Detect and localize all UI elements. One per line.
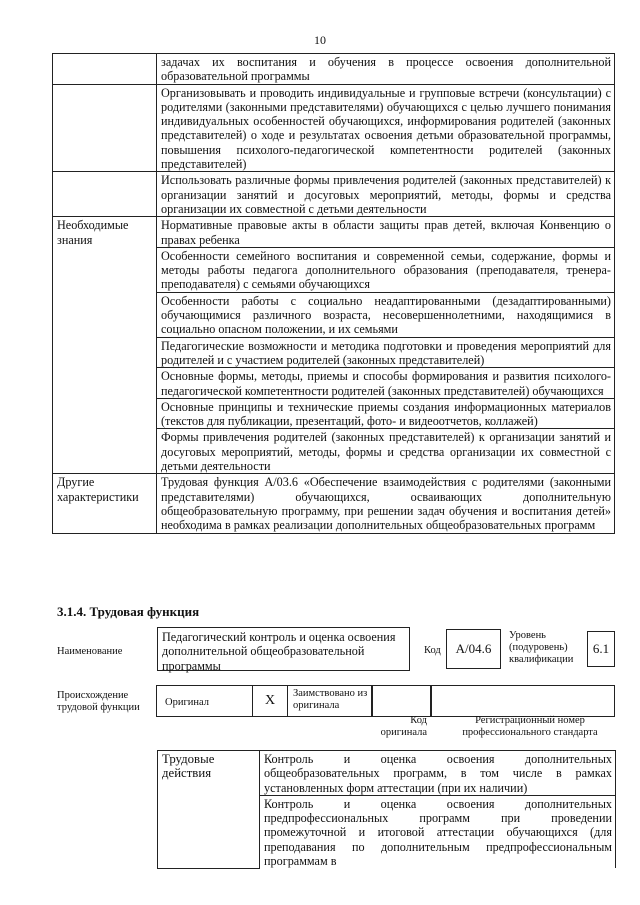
page-number: 10 [314, 33, 326, 47]
level-value-box: 6.1 [587, 631, 615, 667]
origin-label: Происхождение трудовой функции [57, 690, 140, 713]
table-row [53, 217, 615, 248]
borrowed-label: Заимствовано из оригинала [293, 688, 368, 711]
row-text: Особенности семейного воспитания и современной семьи, содержание, формы и методы работы педагога дополнительного образования (преподавателя, тренера-преподавателя) с семьями обучающихся [157, 247, 615, 292]
table-row [158, 751, 616, 796]
row-text: Особенности работы с социально неадаптированными (дезадаптированными) обучающимися различного возраста, несовершеннолетними, находящимися в социально опасном положении, и их семьями [157, 292, 615, 337]
row-text: Основные принципы и технические приемы создания информационных материалов (текстов для публикации, презентаций, фото- и видеоотчетов, коллажей) [157, 398, 615, 429]
row-label [53, 172, 157, 217]
row-text: Организовывать и проводить индивидуальные и групповые встречи (консультации) с родителями (законными представителями) обучающихся с целью лучшего понимания индивидуальных особенностей обучающихся, информирования родителей (законных представителей) о ходе и результатах освоения детьми образовательной программы, повышения психолого-педагогической компетентности родителей (законных представителей) [157, 84, 615, 172]
row-label [53, 84, 157, 172]
name-label: Наименование [57, 646, 123, 657]
original-mark: X [265, 693, 276, 708]
code-original-box [372, 685, 431, 717]
code-original-label: Код оригинала [380, 715, 427, 738]
row-text: Использовать различные формы привлечения родителей (законных представителей) к организации занятий и досуговых мероприятий, методы, формы и средства организации их совместной с детьми деятельности [157, 172, 615, 217]
level-label: Уровень (подуровень) квалификации [509, 630, 574, 665]
row-text: Нормативные правовые акты в области защиты прав детей, включая Конвенцию о правах ребенка [157, 217, 615, 248]
code-value-box: А/04.6 [446, 629, 501, 669]
row-text: Контроль и оценка освоения дополнительных общеобразовательных программ, в том числе в рамках установленных форм аттестации (при их наличии) [260, 751, 616, 796]
row-text: Педагогические возможности и методика подготовки и проведения мероприятий для родителей и с участием родителей (законных представителей) [157, 337, 615, 368]
other-characteristics-label: Другие характеристики [53, 474, 157, 533]
row-label [53, 54, 157, 85]
row-text: Трудовая функция А/03.6 «Обеспечение взаимодействия с родителями (законными представителями) обучающихся, осваивающих дополнительную общеобразовательную программу, при решении задач обучения и воспитания детей» необходима в рамках реализации дополнительных общеобразовательных программ [157, 474, 615, 533]
row-text: задачах их воспитания и обучения в процессе освоения дополнительной образовательной программы [157, 54, 615, 85]
required-knowledge-label: Необходимые знания [53, 217, 157, 474]
row-text: Контроль и оценка освоения дополнительных предпрофессиональных программ при проведении промежуточной и итоговой аттестации обучающихся (для преподавания по дополнительным предпрофессиональным программам в [260, 795, 616, 868]
table-row [53, 84, 615, 172]
reg-number-box [431, 685, 615, 717]
skills-table [52, 53, 615, 534]
table-row [53, 172, 615, 217]
labor-actions-table [157, 750, 616, 869]
row-text: Формы привлечения родителей (законных представителей) к организации занятий и досуговых мероприятий, методы, формы и средства организации их совместной с детьми деятельности [157, 429, 615, 474]
row-text: Основные формы, методы, приемы и способы формирования и развития психолого-педагогической компетентности родителей (законных представителей) обучающихся [157, 368, 615, 399]
reg-number-label: Регистрационный номер профессионального стандарта [462, 715, 598, 738]
code-label: Код [424, 645, 441, 656]
table-row [53, 54, 615, 85]
section-heading: 3.1.4. Трудовая функция [57, 604, 200, 619]
origin-divider [252, 685, 253, 717]
original-label: Оригинал [165, 697, 209, 708]
origin-divider [287, 685, 288, 717]
function-name-box: Педагогический контроль и оценка освоения дополнительной общеобразовательной программы [157, 627, 410, 671]
labor-actions-label: Трудовые действия [158, 751, 260, 869]
table-row [53, 474, 615, 533]
